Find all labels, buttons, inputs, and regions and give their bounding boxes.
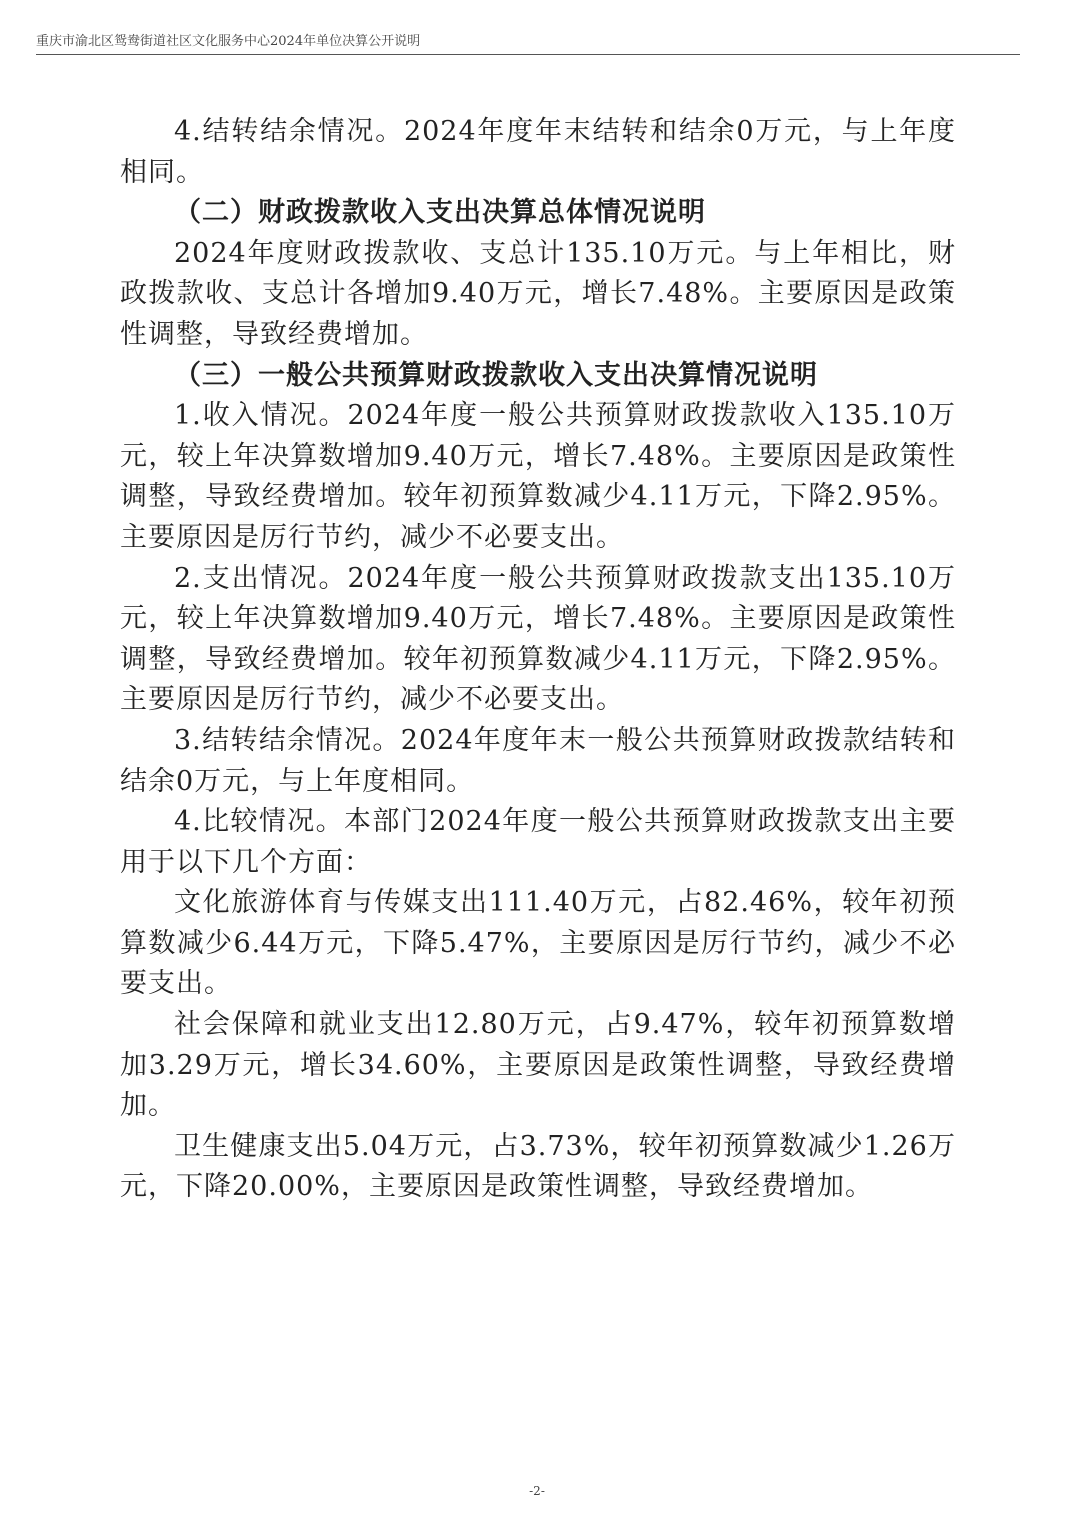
- section-heading-general-budget: （三）一般公共预算财政拨款收入支出决算情况说明: [174, 359, 818, 391]
- document-body: [120, 112, 956, 1208]
- paragraph-fiscal-total: 2024年度财政拨款收、支总计135.10万元。与上年相比，财政拨款收、支总计各增加9.40万元，增长7.48%。主要原因是政策性调整，导致经费增加。: [120, 237, 956, 350]
- document-title: 重庆市渝北区鸳鸯街道社区文化服务中心2024年单位决算公开说明: [36, 34, 421, 49]
- paragraph-social-security-spending: 社会保障和就业支出12.80万元，占9.47%，较年初预算数增加3.29万元，增长34.60%，主要原因是政策性调整，导致经费增加。: [120, 1009, 956, 1122]
- paragraph-comparison: 4.比较情况。本部门2024年度一般公共预算财政拨款支出主要用于以下几个方面：: [120, 806, 956, 878]
- paragraph-health-spending: 卫生健康支出5.04万元，占3.73%，较年初预算数减少1.26万元，下降20.00%，主要原因是政策性调整，导致经费增加。: [120, 1130, 956, 1203]
- paragraph-culture-tourism-spending: 文化旅游体育与传媒支出111.40万元，占82.46%，较年初预算数减少6.44万元，下降5.47%，主要原因是厉行节约，减少不必要支出。: [120, 887, 956, 1000]
- paragraph-income: 1.收入情况。2024年度一般公共预算财政拨款收入135.10万元，较上年决算数增加9.40万元，增长7.48%。主要原因是政策性调整，导致经费增加。较年初预算数减少4.11万元，下降2.95%。主要原因是厉行节约，减少不必要支出。: [120, 400, 956, 553]
- paragraph-general-budget-carryover: 3.结转结余情况。2024年度年末一般公共预算财政拨款结转和结余0万元，与上年度相同。: [120, 724, 956, 797]
- page-header: [36, 30, 1020, 55]
- page-number: -2-: [529, 1484, 545, 1498]
- section-heading-fiscal-overview: （二）财政拨款收入支出决算总体情况说明: [174, 197, 706, 229]
- paragraph-carryover-balance: 4.结转结余情况。2024年度年末结转和结余0万元，与上年度相同。: [120, 116, 956, 188]
- paragraph-expenditure: 2.支出情况。2024年度一般公共预算财政拨款支出135.10万元，较上年决算数增加9.40万元，增长7.48%。主要原因是政策性调整，导致经费增加。较年初预算数减少4.11万元，下降2.95%。主要原因是厉行节约，减少不必要支出。: [120, 562, 956, 716]
